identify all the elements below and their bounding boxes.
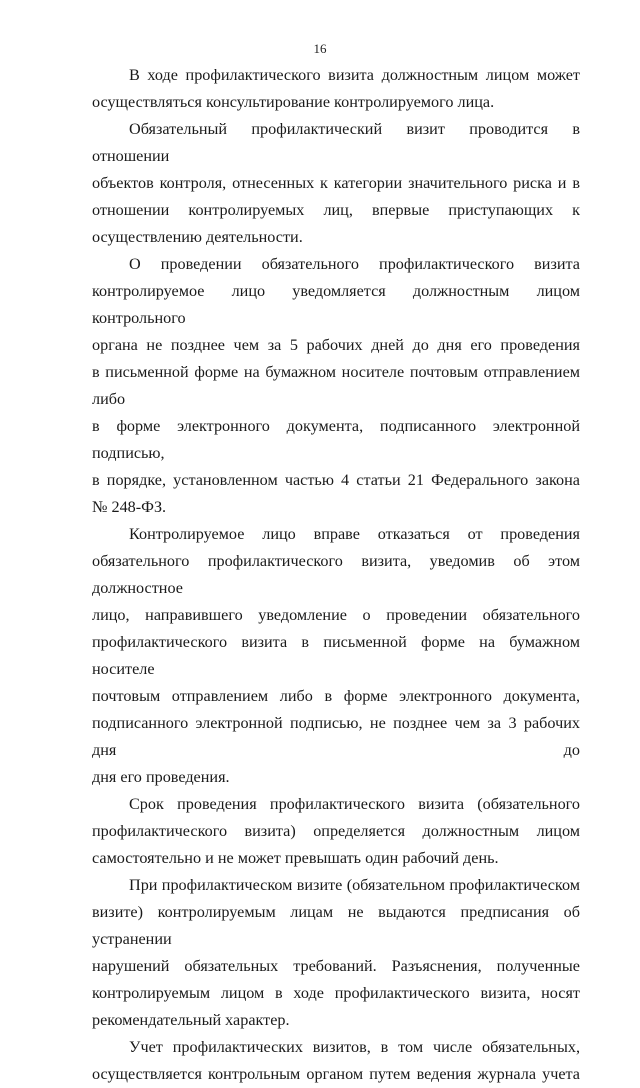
paragraph-line: Контролируемое лицо вправе отказаться от проведения (129, 525, 580, 543)
paragraph-line: дня его проведения. (92, 768, 230, 786)
paragraph-line: в письменной форме на бумажном носителе почтовым отправлением либо (92, 363, 580, 408)
paragraph (92, 1034, 580, 1088)
paragraph-line: нарушений обязательных требований. Разъяснения, полученные (92, 957, 580, 975)
paragraph (92, 872, 580, 1034)
paragraph-line: Учет профилактических визитов, в том числе обязательных, (129, 1038, 580, 1056)
paragraph-line: визите) контролируемым лицам не выдаются предписания об устранении (92, 903, 580, 948)
paragraph-line: О проведении обязательного профилактического визита (129, 255, 580, 273)
paragraph-line: обязательного профилактического визита, уведомив об этом должностное (92, 552, 580, 597)
paragraph-line: Срок проведения профилактического визита (обязательного (129, 795, 580, 813)
document-body (92, 62, 580, 1088)
paragraph-line: объектов контроля, отнесенных к категории значительного риска и в (92, 174, 580, 192)
paragraph-line: осуществляется контрольным органом путем ведения журнала учета (92, 1065, 580, 1083)
paragraph-line: самостоятельно и не может превышать один рабочий день. (92, 849, 499, 867)
paragraph-line: При профилактическом визите (обязательном профилактическом (129, 876, 580, 894)
paragraph (92, 116, 580, 251)
paragraph-line: осуществляться консультирование контролируемого лица. (92, 93, 495, 111)
paragraph-line: лицо, направившего уведомление о проведении обязательного (92, 606, 580, 624)
paragraph-line: подписанного электронной подписью, не позднее чем за 3 рабочих дня до (92, 714, 580, 759)
paragraph-line: профилактического визита) определяется должностным лицом (92, 822, 580, 840)
paragraph-line: контролируемым лицом в ходе профилактического визита, носят (92, 984, 580, 1002)
paragraph-line: рекомендательный характер. (92, 1011, 290, 1029)
paragraph-line: осуществлению деятельности. (92, 228, 303, 246)
paragraph (92, 251, 580, 521)
paragraph (92, 62, 580, 116)
paragraph-line: в форме электронного документа, подписанного электронной подписью, (92, 417, 580, 462)
paragraph-line: почтовым отправлением либо в форме электронного документа, (92, 687, 580, 705)
paragraph-line: в порядке, установленном частью 4 статьи 21 Федерального закона (92, 471, 580, 489)
page-number: 16 (313, 41, 327, 56)
paragraph-line: отношении контролируемых лиц, впервые приступающих к (92, 201, 580, 219)
paragraph-line: Обязательный профилактический визит проводится в отношении (92, 120, 580, 165)
paragraph-line: контролируемое лицо уведомляется должностным лицом контрольного (92, 282, 580, 327)
paragraph (92, 521, 580, 791)
paragraph-line: № 248-ФЗ. (92, 498, 167, 516)
paragraph (92, 791, 580, 872)
paragraph-line: органа не позднее чем за 5 рабочих дней до дня его проведения (92, 336, 580, 354)
paragraph-line: В ходе профилактического визита должностным лицом может (129, 66, 580, 84)
paragraph-line: профилактического визита в письменной форме на бумажном носителе (92, 633, 580, 678)
